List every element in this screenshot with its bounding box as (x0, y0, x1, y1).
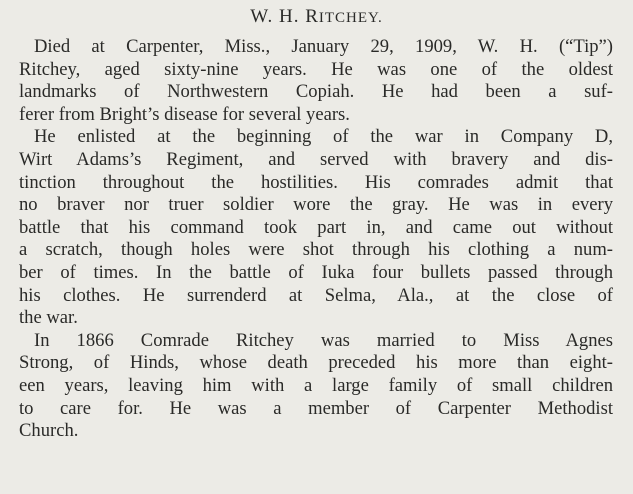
text-line: landmarks of Northwestern Copiah. He had been a suf- (19, 81, 613, 103)
text-line: Strong, of Hinds, whose death preceded his more than eight- (19, 352, 613, 374)
text-line: battle that his command took part in, and came out without (19, 216, 613, 238)
text-line: Died at Carpenter, Miss., January 29, 1909, W. H. (“Tip”) (34, 36, 613, 57)
text-line: to care for. He was a member of Carpenter Methodist (19, 397, 613, 419)
text-line: In 1866 Comrade Ritchey was married to Miss Agnes (34, 329, 613, 351)
text-line: ferer from Bright’s disease for several years. (19, 103, 350, 125)
text-line: He enlisted at the beginning of the war in Company D, (34, 126, 613, 148)
text-line: tinction throughout the hostilities. His comrades admit that (19, 171, 613, 193)
paragraph (19, 330, 613, 443)
text-line: Church. (19, 420, 79, 442)
title-rest: ITCHEY. (318, 10, 383, 26)
text-line: Ritchey, aged sixty-nine years. He was one of the oldest (19, 58, 613, 80)
obituary-body (19, 36, 613, 443)
text-line: ber of times. In the battle of Iuka four bullets passed through (19, 261, 613, 283)
text-line: the war. (19, 307, 78, 329)
text-line: a scratch, though holes were shot through his clothing a num- (19, 239, 613, 261)
page-title (0, 5, 633, 30)
text-line: Wirt Adams’s Regiment, and served with bravery and dis- (19, 148, 613, 170)
paragraph (19, 36, 613, 126)
text-line: no braver nor truer soldier wore the gray. He was in every (19, 194, 613, 216)
paragraph (19, 126, 613, 329)
text-line: his clothes. He surrenderd at Selma, Ala., at the close of (19, 284, 613, 306)
title-initials: W. H. R (250, 6, 319, 27)
text-line: een years, leaving him with a large family of small children (19, 374, 613, 396)
